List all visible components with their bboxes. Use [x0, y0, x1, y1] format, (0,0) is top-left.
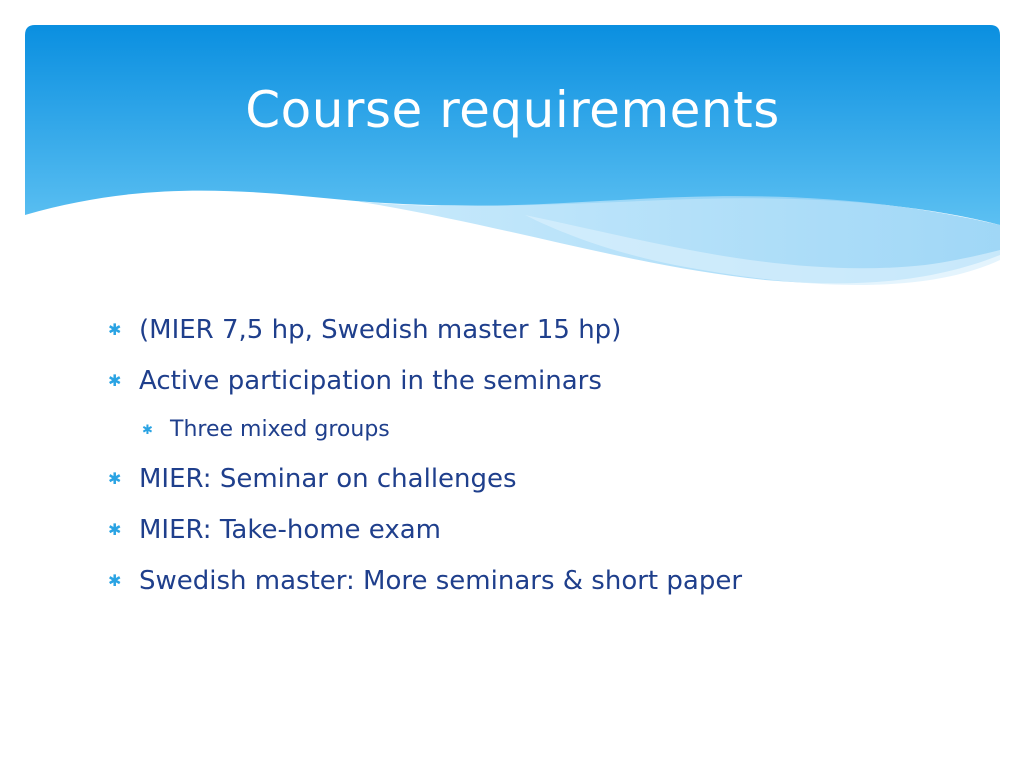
asterisk-bullet-icon: ✱: [108, 571, 122, 590]
list-item-text: MIER: Take-home exam: [139, 515, 441, 545]
asterisk-bullet-icon: ✱: [108, 371, 122, 390]
sub-list-item-text: Three mixed groups: [170, 417, 390, 442]
asterisk-bullet-icon: ✱: [108, 320, 122, 339]
asterisk-bullet-icon: ✱: [142, 423, 153, 438]
list-item-text: (MIER 7,5 hp, Swedish master 15 hp): [139, 315, 622, 345]
list-item: [108, 506, 742, 557]
slide-title: Course requirements: [245, 81, 780, 139]
list-item-text: Active participation in the seminars: [139, 366, 602, 396]
bullet-list: [108, 306, 742, 608]
header-band: [25, 25, 1000, 295]
sub-list-item: [142, 408, 742, 455]
list-item: [108, 455, 742, 506]
list-item-text: Swedish master: More seminars & short paper: [139, 566, 743, 596]
list-item: [108, 306, 742, 357]
list-item-text: MIER: Seminar on challenges: [139, 464, 517, 494]
asterisk-bullet-icon: ✱: [108, 520, 122, 539]
list-item: [108, 357, 742, 408]
asterisk-bullet-icon: ✱: [108, 469, 122, 488]
header-wave-graphic: [25, 25, 1000, 295]
list-item: [108, 557, 742, 608]
